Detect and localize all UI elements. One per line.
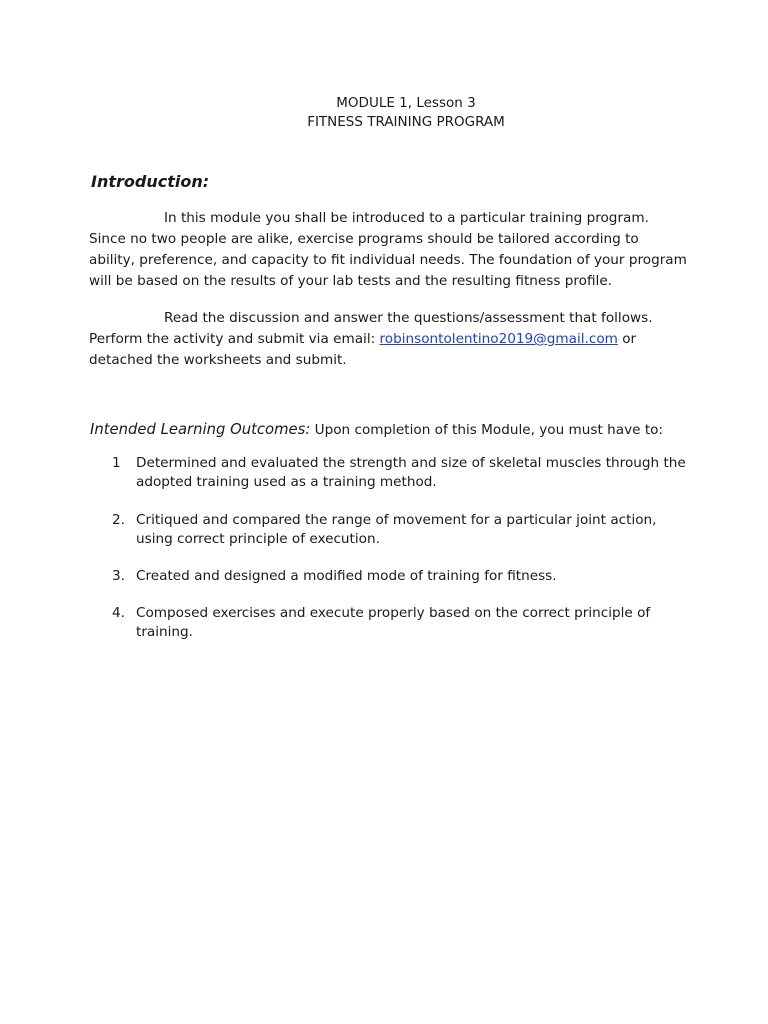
intro-paragraph-2-after-email: or detached the worksheets and submit.	[89, 331, 637, 368]
list-item	[112, 567, 692, 586]
list-item	[112, 511, 692, 549]
email-link[interactable]: robinsontolentino2019@gmail.com	[379, 331, 618, 347]
learning-outcomes-label: Intended Learning Outcomes:	[90, 421, 311, 438]
list-item-number: 1	[112, 455, 121, 471]
learning-outcomes-intro	[90, 420, 663, 440]
list-item-text: Determined and evaluated the strength and size of skeletal muscles through the adopted training used as a training method.	[136, 455, 686, 490]
list-item-number: 2.	[112, 512, 125, 528]
program-title: FITNESS TRAINING PROGRAM	[307, 114, 505, 130]
intro-paragraph-2-first-line: Read the discussion and answer the questions/assessment that follows.	[164, 310, 653, 326]
intro-paragraph-1-first-line: In this module you shall be introduced to a particular training program.	[164, 210, 649, 226]
list-item	[112, 604, 692, 642]
intro-paragraph-1	[89, 208, 689, 292]
intro-paragraph-2-before-email: Perform the activity and submit via email:	[89, 331, 380, 347]
list-item-number: 3.	[112, 568, 125, 584]
intro-paragraph-1-rest: Since no two people are alike, exercise programs should be tailored according to ability, preference, and capacity to fit individual needs. The foundation of your program will be based on the results of your lab tests and the resulting fitness profile.	[89, 231, 687, 289]
list-item-text: Created and designed a modified mode of training for fitness.	[136, 568, 557, 584]
list-item	[112, 454, 692, 492]
list-item-number: 4.	[112, 605, 125, 621]
list-item-text: Critiqued and compared the range of movement for a particular joint action, using correct principle of execution.	[136, 512, 657, 547]
intro-paragraph-2	[89, 308, 689, 371]
list-item-text: Composed exercises and execute properly based on the correct principle of training.	[136, 605, 651, 640]
introduction-heading: Introduction:	[91, 172, 210, 191]
module-title: MODULE 1, Lesson 3	[336, 95, 476, 111]
learning-outcomes-text: Upon completion of this Module, you must have to:	[310, 422, 664, 438]
